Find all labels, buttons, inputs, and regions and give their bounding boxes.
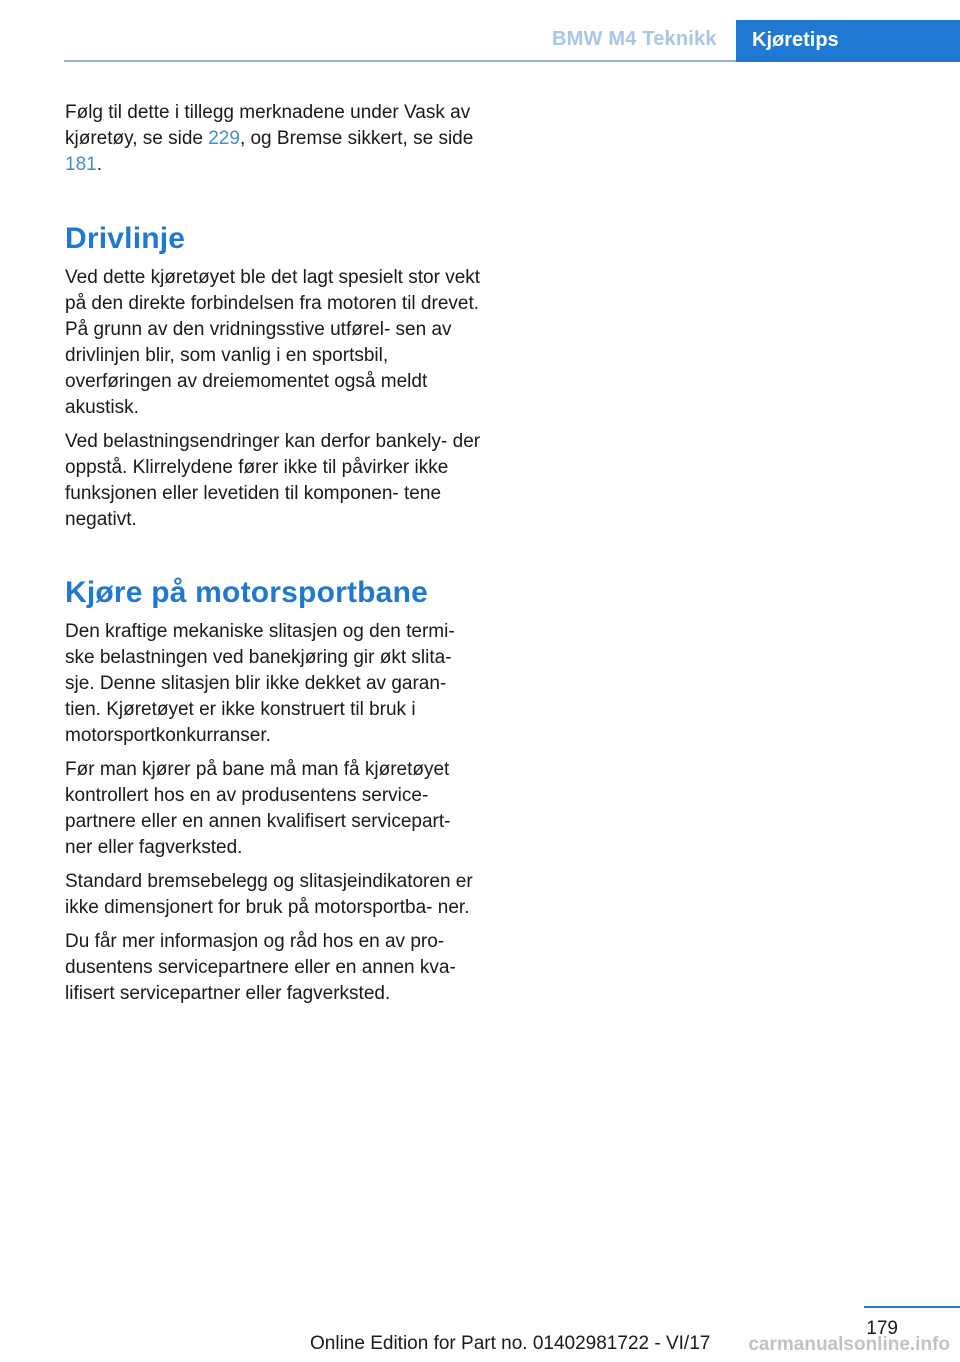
- watermark: carmanualsonline.info: [748, 1334, 950, 1355]
- page-number: 179: [866, 1318, 898, 1339]
- page-link-229[interactable]: 229: [208, 128, 240, 149]
- body-paragraph: Ved dette kjøretøyet ble det lagt spesielt stor vekt på den direkte forbindelsen fra motoren til drevet. På grunn av den vridningsstive utførel‐ sen av drivlinjen blir, som vanlig i en sportsbil, overføringen av dreiemomentet også meldt akustisk.: [65, 267, 481, 418]
- section-spacer: [65, 541, 481, 575]
- section-drivlinje: [65, 221, 481, 533]
- body-paragraph: Før man kjører på bane må man få kjøretøyet kontrollert hos en av produsentens service‐ partnere eller en annen kvalifisert servicepart‐ ner eller fagverksted.: [65, 759, 451, 858]
- section-heading-drivlinje: Drivlinje: [65, 222, 186, 255]
- section-heading-motorsportbane: Kjøre på motorsportbane: [65, 576, 428, 609]
- intro-paragraph: [65, 100, 481, 178]
- page-content: [65, 100, 481, 1015]
- tab-kjoretips[interactable]: [736, 20, 960, 62]
- footer-rule: [864, 1306, 960, 1308]
- section-motorsportbane: [65, 575, 481, 1007]
- body-paragraph: Den kraftige mekaniske slitasjen og den termi‐ ske belastningen ved banekjøring gir økt slita‐ sje. Denne slitasjen blir ikke dekket av garan‐ tien. Kjøretøyet er ikke konstruert til bruk i motorsportkonkurranser.: [65, 621, 455, 746]
- edition-note: Online Edition for Part no. 01402981722 - VI/17: [310, 1333, 711, 1354]
- page-link-181[interactable]: 181: [65, 154, 97, 175]
- body-paragraph: Ved belastningsendringer kan derfor bankely‐ der oppstå. Klirrelydene fører ikke til påvirker ikke funksjonen eller levetiden til komponen‐ tene negativt.: [65, 431, 481, 530]
- intro-text-c: .: [96, 154, 102, 175]
- body-paragraph: Standard bremsebelegg og slitasjeindikatoren er ikke dimensjonert for bruk på motorsportba‐ ner.: [65, 871, 473, 918]
- intro-text-b: , og Bremse sikkert, se side: [239, 128, 474, 149]
- body-paragraph: Du får mer informasjon og råd hos en av pro‐ dusentens servicepartnere eller en annen kva‐ lifisert servicepartner eller fagverksted.: [65, 931, 456, 1004]
- intro-text-a: Følg til dette i tillegg merknadene under Vask av kjøretøy, se side: [65, 102, 471, 149]
- tab-label: Kjøretips: [752, 29, 839, 51]
- header-section-title: BMW M4 Teknikk: [552, 28, 717, 50]
